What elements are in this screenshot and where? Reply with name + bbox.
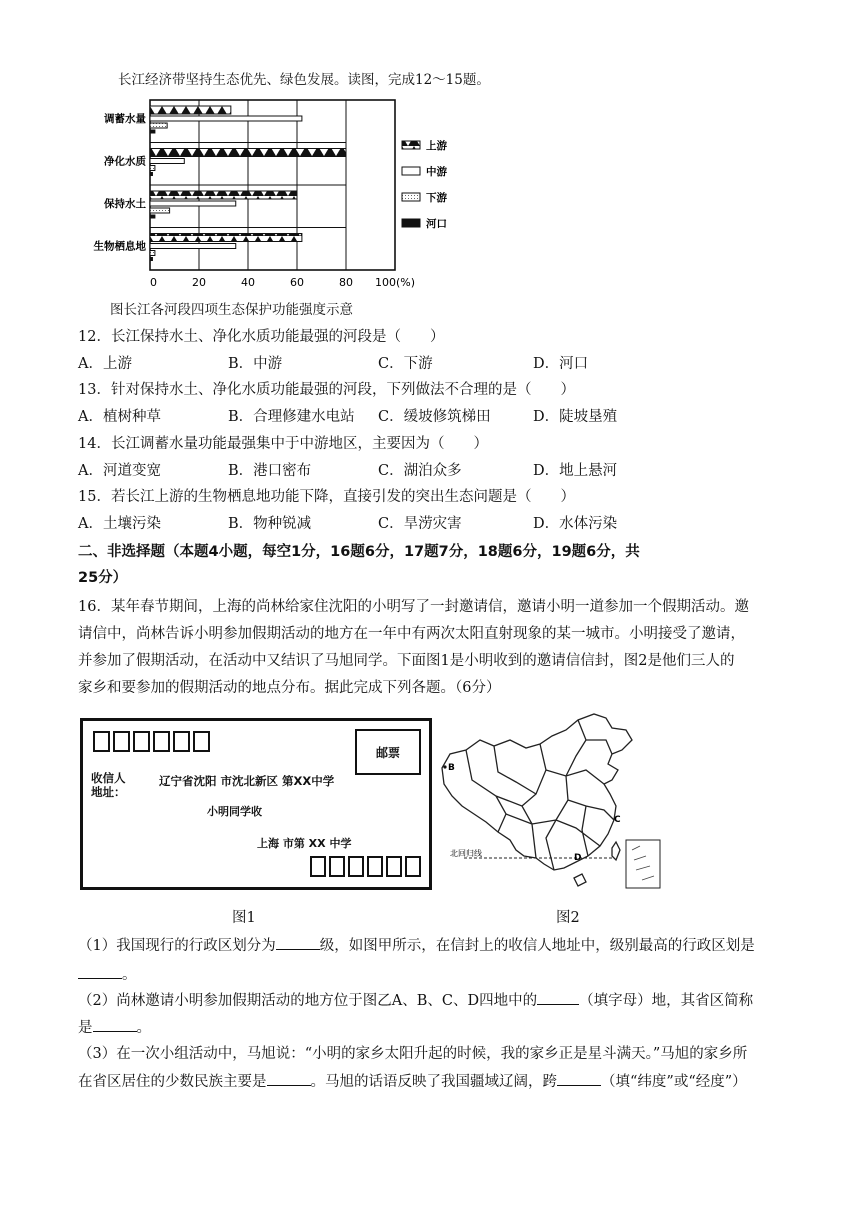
map-point-d: D	[574, 853, 582, 863]
question-options	[78, 407, 617, 427]
option-c[interactable]: C．缓坡修筑梯田	[378, 409, 491, 425]
chart-title: 图长江各河段四项生态保护功能强度示意	[110, 302, 353, 318]
map-point-c: C	[614, 815, 621, 825]
answer-blank[interactable]	[557, 1071, 601, 1086]
legend-swatch	[402, 219, 420, 227]
sub2-line2: 是 。	[78, 1017, 151, 1038]
sender-postcode-boxes	[310, 856, 421, 877]
option-a[interactable]: A．植树种草	[78, 409, 161, 425]
postcode-boxes	[93, 731, 210, 752]
legend-swatch	[402, 167, 420, 175]
option-d[interactable]: D．河口	[533, 356, 589, 372]
option-b[interactable]: B．港口密布	[228, 463, 312, 479]
sender-address: 上海 市第 XX 中学	[257, 837, 352, 850]
bar-上游-调蓄水量	[150, 106, 231, 114]
answer-blank[interactable]	[78, 964, 122, 979]
bar-河口-净化水质	[150, 173, 152, 176]
bar-中游-保持水土	[150, 201, 236, 206]
sub2-line1: （2）尚林邀请小明参加假期活动的地方位于图乙A、B、C、D四地中的 （填字母）地，其省区简称	[78, 990, 753, 1011]
stamp-label: 邮票	[375, 745, 400, 760]
envelope	[80, 718, 432, 890]
option-c[interactable]: C．旱涝灾害	[378, 516, 462, 532]
chart-category-labels	[94, 112, 147, 253]
question-stem: 12．长江保持水土、净化水质功能最强的河段是（ ）	[78, 329, 445, 345]
option-d[interactable]: D．水体污染	[533, 516, 618, 532]
figure2-caption: 图2	[556, 910, 580, 926]
answer-blank[interactable]	[267, 1071, 311, 1086]
option-d[interactable]: D．陡坡垦殖	[533, 409, 618, 425]
bar-下游-净化水质	[150, 166, 155, 171]
map-outline	[442, 714, 632, 886]
category-label: 净化水质	[104, 155, 146, 168]
bar-上游-净化水质	[150, 149, 346, 157]
x-tick-label: 100(%)	[374, 276, 416, 289]
bar-河口-调蓄水量	[150, 130, 155, 133]
legend-swatch	[402, 141, 420, 149]
bar-河口-生物栖息地	[150, 258, 152, 261]
china-map	[436, 710, 666, 896]
bar-中游-生物栖息地	[150, 244, 236, 249]
bar-下游-调蓄水量	[150, 123, 167, 128]
legend-label: 河口	[426, 218, 447, 230]
stamp-box	[355, 729, 421, 775]
recipient-address: 辽宁省沈阳 市沈北新区 第XX中学	[159, 774, 335, 788]
question-stem: 14．长江调蓄水量功能最强集中于中游地区，主要因为（ ）	[78, 436, 488, 452]
sub1-line1: （1）我国现行的行政区划分为 级，如图甲所示，在信封上的收信人地址中，级别最高的行政区划是	[78, 935, 755, 956]
legend-label: 下游	[426, 192, 447, 204]
bar-中游-调蓄水量	[150, 116, 302, 121]
south-china-sea-inset	[626, 840, 660, 888]
option-a[interactable]: A．土壤污染	[78, 516, 161, 532]
question-stem: 13．针对保持水土、净化水质功能最强的河段，下列做法不合理的是（ ）	[78, 382, 575, 398]
sub3-line2: 在省区居住的少数民族主要是 。马旭的话语反映了我国疆域辽阔，跨 （填“纬度”或“经度”）	[78, 1071, 747, 1092]
option-b[interactable]: B．合理修建水电站	[228, 409, 355, 425]
sub1-line2: 。	[78, 964, 137, 985]
section2-heading: 二、非选择题（本题4小题，每空1分，16题6分，17题7分，18题6分，19题6分，共	[78, 544, 640, 560]
x-tick-label: 0	[150, 276, 157, 289]
answer-blank[interactable]	[276, 935, 320, 950]
x-tick-label: 40	[241, 276, 255, 289]
bar-chart	[84, 96, 484, 302]
tropic-label: 北回归线	[450, 849, 482, 858]
category-label: 生物栖息地	[93, 240, 146, 253]
option-a[interactable]: A．上游	[78, 356, 132, 372]
option-d[interactable]: D．地上悬河	[533, 463, 618, 479]
bar-下游-生物栖息地	[150, 251, 155, 256]
option-b[interactable]: B．物种锐减	[228, 516, 312, 532]
bar-上游-保持水土	[150, 191, 297, 199]
option-c[interactable]: C．下游	[378, 356, 433, 372]
option-c[interactable]: C．湖泊众多	[378, 463, 462, 479]
x-tick-label: 20	[192, 276, 206, 289]
category-label: 调蓄水量	[104, 113, 146, 125]
chart-legend	[402, 139, 447, 230]
figure1-caption: 图1	[232, 910, 256, 926]
bar-河口-保持水土	[150, 215, 155, 218]
map-point-b: B	[448, 763, 455, 773]
sub3-line1: （3）在一次小组活动中，马旭说：“小明的家乡太阳升起的时候，我的家乡正是星斗满天。”马旭的家乡所	[78, 1046, 748, 1062]
recipient-name: 小明同学收	[207, 805, 262, 818]
q16-line: 并参加了假期活动，在活动中又结识了马旭同学。下面图1是小明收到的邀请信信封，图2是他们三人的	[78, 653, 735, 669]
category-label: 保持水土	[104, 198, 146, 210]
option-a[interactable]: A．河道变宽	[78, 463, 161, 479]
recipient-label: 收信人 地址：	[91, 771, 126, 799]
x-tick-label: 80	[339, 276, 353, 289]
question-options	[78, 461, 617, 481]
answer-blank[interactable]	[537, 990, 579, 1005]
legend-swatch	[402, 193, 420, 201]
bar-中游-净化水质	[150, 159, 184, 164]
q16-line: 请信中，尚林告诉小明参加假期活动的地方在一年中有两次太阳直射现象的某一城市。小明接受了邀请，	[78, 626, 745, 642]
x-tick-label: 60	[290, 276, 304, 289]
q16-line: 16．某年春节期间，上海的尚林给家住沈阳的小明写了一封邀请信，邀请小明一道参加一个假期活动。邀	[78, 599, 749, 615]
q16-line: 家乡和要参加的假期活动的地点分布。据此完成下列各题。（6分）	[78, 680, 501, 696]
option-b[interactable]: B．中游	[228, 356, 283, 372]
question-options	[78, 354, 588, 374]
question-stem: 15．若长江上游的生物栖息地功能下降，直接引发的突出生态问题是（ ）	[78, 489, 575, 505]
question-options	[78, 514, 617, 534]
legend-label: 中游	[426, 166, 447, 178]
bar-上游-生物栖息地	[150, 234, 302, 242]
chart-tick-labels	[150, 276, 415, 289]
answer-blank[interactable]	[93, 1017, 137, 1032]
intro-text: 长江经济带坚持生态优先、绿色发展。读图，完成12～15题。	[118, 72, 490, 88]
section2-heading-cont: 25分）	[78, 570, 128, 586]
bar-下游-保持水土	[150, 208, 170, 213]
legend-label: 上游	[426, 140, 447, 152]
